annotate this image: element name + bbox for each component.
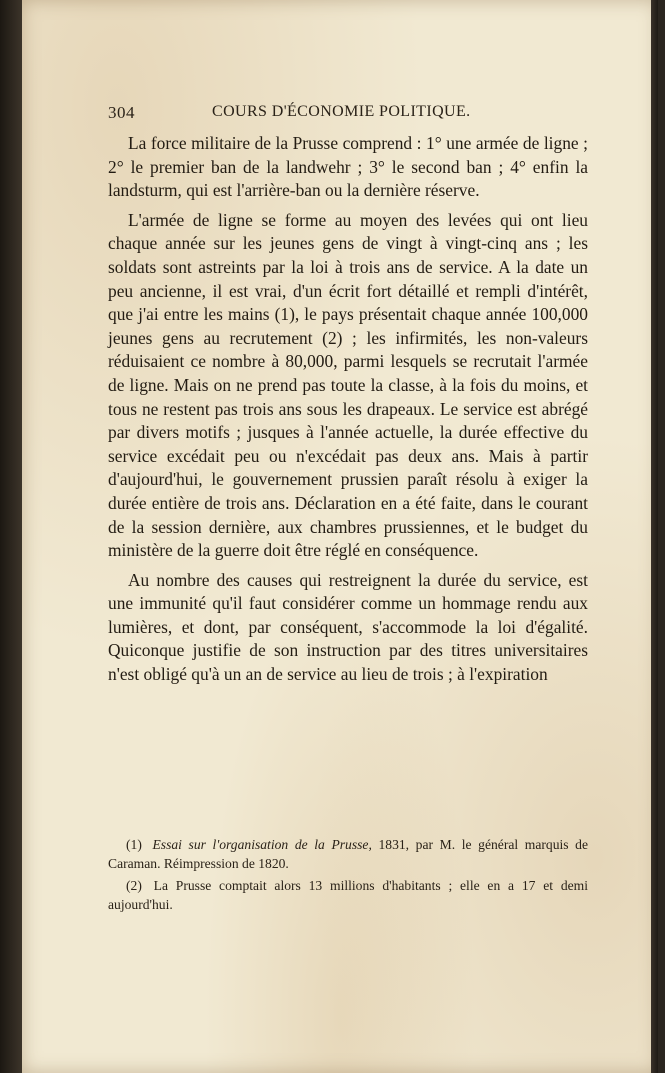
footnote-cited-work: Essai sur l'organisation de la Prusse, — [152, 837, 372, 852]
footnotes — [108, 836, 588, 918]
page-number: 304 — [108, 103, 135, 122]
paragraph-2: L'armée de ligne se forme au moyen des levées qui ont lieu chaque année sur les jeunes gens de vingt à vingt-cinq ans ; les soldats sont astreints par la loi à trois ans de service. A la date un peu ancienne, il est vrai, d'un écrit fort détaillé et rempli d'intérêt, que j'ai entre les mains (1), le pays présentait chaque année 100,000 jeunes gens au recrutement (2) ; les infirmités, les non-valeurs réduisaient ce nombre à 80,000, parmi lesquels se recrutait l'armée de ligne. Mais on ne prend pas toute la classe, à la fois du moins, et tous ne restent pas trois ans sous les drapeaux. Le service est abrégé par divers motifs ; jusques à l'année actuelle, la durée effective du service excédait peu ou n'excédait pas deux ans. Mais à partir d'aujourd'hui, le gouvernement prussien paraît résolu à exiger la durée entière de trois ans. Déclaration en a été faite, dans le courant de la session dernière, aux chambres prussiennes, et le budget du ministère de la guerre doit être réglé en conséquence. — [108, 209, 588, 561]
footnote-text: 1831, par M. le général marquis de Caraman. Réimpression de 1820. — [108, 837, 589, 871]
page-edge-shadow — [651, 0, 658, 1073]
footnote-marker: (1) — [126, 837, 142, 852]
footnote-1 — [108, 836, 588, 873]
page-header — [108, 103, 588, 127]
footnote-marker: (2) — [126, 878, 142, 894]
footnote-text: La Prusse comptait alors 13 millions d'habitants ; elle en a 17 et demi aujourd'hui. — [108, 878, 588, 912]
paragraph-3: Au nombre des causes qui restreignent la durée du service, est une immunité qu'il faut considérer comme un hommage rendu aux lumières, et dont, par conséquent, s'accommode la loi d'égalité. Quiconque justifie de son instruction par des titres universitaires n'est obligé qu'à un an de service au lieu de trois ; à l'expiration — [108, 569, 588, 685]
footnote-2 — [108, 877, 588, 914]
running-title: COURS D'ÉCONOMIE POLITIQUE. — [212, 103, 471, 120]
main-text — [108, 132, 588, 693]
paragraph-1: La force militaire de la Prusse comprend : 1° une armée de ligne ; 2° le premier ban de la landwehr ; 3° le second ban ; 4° enfin la landsturm, qui est l'arrière-ban ou la dernière réserve. — [108, 133, 588, 201]
book-spine-shadow — [0, 0, 22, 1073]
